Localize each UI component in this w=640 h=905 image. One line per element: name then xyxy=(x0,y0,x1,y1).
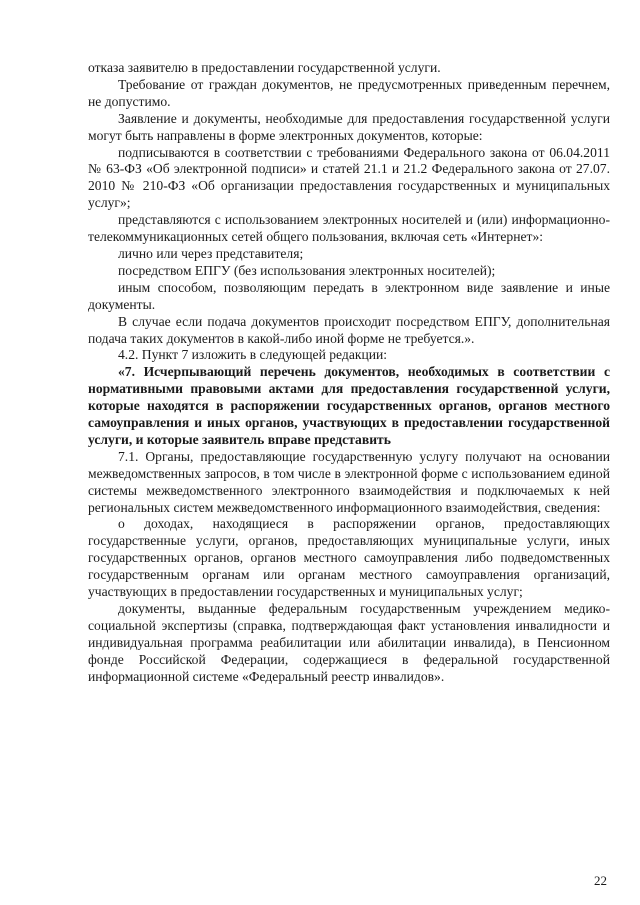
paragraph-1: отказа заявителю в предоставлении государственной услуги. xyxy=(88,60,441,75)
paragraph-7: посредством ЕПГУ (без использования электронных носителей); xyxy=(118,262,496,278)
paragraph-2: Требование от граждан документов, не предусмотренных приведенным перечнем, не допустимо. xyxy=(88,76,610,109)
paragraph-5: представляются с использованием электронных носителей и (или) информационно-телекоммуникационных сетей общего пользования, включая сеть «Интернет»: xyxy=(88,212,610,245)
paragraph-3: Заявление и документы, необходимые для предоставления государственной услуги могут быть направлены в форме электронных документов, которые: xyxy=(88,110,610,143)
paragraph-9: В случае если подача документов происходит посредством ЕПГУ, дополнительная подача таких документов в какой-либо иной форме не требуется.». xyxy=(88,313,610,346)
paragraph-8: иным способом, позволяющим передать в электронном виде заявление и иные документы. xyxy=(88,279,610,312)
section-heading: «7. Исчерпывающий перечень документов, необходимых в соответствии с нормативными правовыми актами для предоставления государственной услуги, которые находятся в распоряжении государственных органов, органов местного самоуправления и иных органов, участвующих в предоставлении государственной услуги, и которые заявитель вправе представить xyxy=(88,364,610,447)
paragraph-13: о доходах, находящиеся в распоряжении органов, предоставляющих государственные услуги, органов, предоставляющих муниципальные услуги, иных государственных органов, органов местного самоуправления либо подведомственных государственным органам или органам местного самоуправления организаций, участвующих в предоставлении государственных и муниципальных услуг; xyxy=(88,516,610,600)
paragraph-10: 4.2. Пункт 7 изложить в следующей редакции: xyxy=(118,347,388,363)
paragraph-14: документы, выданные федеральным государственным учреждением медико-социальной экспертизы (справка, подтверждающая факт установления инвалидности и индивидуальная программа реабилитации или абилитации инвалида), в Пенсионном фонде Российской Федерации, содержащиеся в федеральной государственной информационной системе «Федеральный реестр инвалидов». xyxy=(88,601,610,684)
page-number: 22 xyxy=(594,873,607,888)
paragraph-12: 7.1. Органы, предоставляющие государственную услугу получают на основании межведомственных запросов, в том числе в электронной форме с использованием единой системы межведомственного электронного взаимодействия и подключаемых к ней региональных систем межведомственного информационного взаимодействия, сведения: xyxy=(88,448,610,515)
document-body xyxy=(88,60,610,686)
paragraph-6: лично или через представителя; xyxy=(118,245,304,261)
paragraph-4: подписываются в соответствии с требованиями Федерального закона от 06.04.2011 № 63-ФЗ «Об электронной подписи» и статей 21.1 и 21.2 Федерального закона от 27.07. 2010 № 210-ФЗ «Об организации предоставления государственных и муниципальных услуг»; xyxy=(88,144,610,211)
